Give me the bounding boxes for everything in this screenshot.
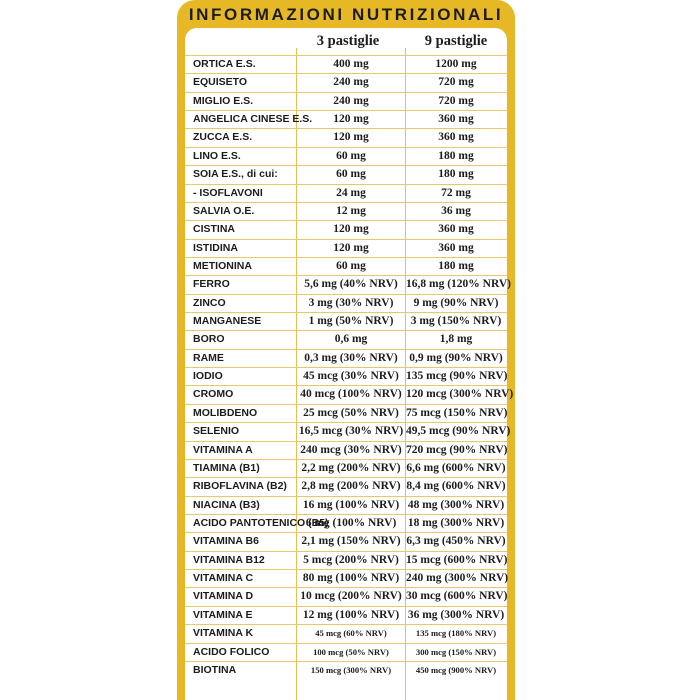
amount-3-tablets: 2,1 mg (150% NRV) [301,535,401,548]
amount-3-tablets: 12 mg [336,204,366,217]
nutrient-name: EQUISETO [193,76,248,89]
table-row [185,128,507,146]
table-row [185,92,507,110]
amount-3-tablets: 40 mcg (100% NRV) [300,388,402,401]
nutrient-name: VITAMINA C [193,572,254,585]
table-row [185,239,507,257]
nutrient-name: SELENIO [193,425,240,438]
table-row [185,367,507,385]
amount-9-tablets: 180 mg [438,149,474,162]
table-row [185,422,511,440]
table-row [185,587,507,605]
nutrient-name: ZUCCA E.S. [193,131,253,144]
table-row [185,184,507,202]
amount-9-tablets: 360 mg [438,131,474,144]
table-row [185,606,507,624]
table-row [185,477,507,495]
amount-3-tablets: 24 mg [336,186,366,199]
amount-3-tablets: 5,6 mg (40% NRV) [304,278,398,291]
nutrient-name: ZINCO [193,296,226,309]
amount-9-tablets: 49,5 mcg (90% NRV) [406,425,511,438]
amount-9-tablets: 450 mcg (900% NRV) [415,664,497,675]
nutrient-name: MOLIBDENO [193,406,258,419]
nutrient-name: CISTINA [193,223,235,236]
table-row [185,330,507,348]
amount-3-tablets: 10 mcg (200% NRV) [300,590,402,603]
nutrient-name: BORO [193,333,225,346]
table-row [185,165,507,183]
amount-9-tablets: 6,6 mg (600% NRV) [406,461,506,474]
amount-3-tablets: 2,2 mg (200% NRV) [301,461,401,474]
amount-9-tablets: 240 mg (300% NRV) [406,572,509,585]
nutrient-name: NIACINA (B3) [193,498,260,511]
table-row [185,275,511,293]
nutrient-name: METIONINA [193,259,252,272]
table-row [185,532,507,550]
amount-9-tablets: 1,8 mg [439,333,473,346]
amount-9-tablets: 16,8 mg (120% NRV) [406,278,511,291]
amount-3-tablets: 60 mg [336,168,366,181]
amount-3-tablets: 2,8 mg (200% NRV) [301,480,401,493]
amount-3-tablets: 0,6 mg [334,333,368,346]
amount-9-tablets: 6,3 mg (450% NRV) [406,535,506,548]
nutrient-name: IODIO [193,370,223,383]
amount-3-tablets: 3 mg (30% NRV) [308,296,394,309]
nutrient-name: - ISOFLAVONI [193,186,263,199]
amount-9-tablets: 15 mcg (600% NRV) [406,553,508,566]
nutrient-name: LINO E.S. [193,149,241,162]
amount-9-tablets: 0,9 mg (90% NRV) [409,351,503,364]
amount-9-tablets: 300 mcg (150% NRV) [415,646,497,657]
amount-3-tablets: 240 mg [333,76,369,89]
nutrient-name: SALVIA O.E. [193,204,255,217]
amount-9-tablets: 135 mcg (180% NRV) [415,628,497,639]
nutrient-name: CROMO [193,388,234,401]
nutrient-name: VITAMINA D [193,590,254,603]
amount-3-tablets: 1 mg (50% NRV) [308,315,394,328]
amount-3-tablets: 150 mcg (300% NRV) [310,664,392,675]
table-row [185,496,507,514]
nutrient-name: VITAMINA K [193,627,254,640]
amount-9-tablets: 9 mg (90% NRV) [413,296,499,309]
amount-9-tablets: 36 mg (300% NRV) [407,608,505,621]
amount-3-tablets: 120 mg [333,131,369,144]
amount-9-tablets: 180 mg [438,168,474,181]
amount-3-tablets: 60 mg [336,149,366,162]
nutrient-name: VITAMINA A [193,443,253,456]
amount-3-tablets: 6 mg (100% NRV) [305,516,397,529]
table-row [185,404,507,422]
amount-9-tablets: 36 mg [441,204,471,217]
amount-9-tablets: 360 mg [438,223,474,236]
amount-3-tablets: 16,5 mcg (30% NRV) [298,425,404,438]
amount-9-tablets: 72 mg [441,186,471,199]
table-row [185,312,507,330]
amount-9-tablets: 180 mg [438,259,474,272]
amount-3-tablets: 120 mg [333,223,369,236]
nutrient-name: ORTICA E.S. [193,58,256,70]
table-row [185,569,507,587]
amount-3-tablets: 60 mg [336,259,366,272]
amount-3-tablets: 12 mg (100% NRV) [302,608,400,621]
table-row [185,220,507,238]
amount-3-tablets: 240 mg [333,94,369,107]
panel-title: INFORMAZIONI NUTRIZIONALI [188,5,504,24]
table-row [185,514,507,532]
amount-3-tablets: 240 mcg (30% NRV) [300,443,402,456]
nutrient-name: MIGLIO E.S. [193,94,254,107]
nutrient-name: MANGANESE [193,315,262,328]
nutrient-name: VITAMINA B6 [193,535,259,548]
nutrition-table [185,28,514,700]
nutrient-name: VITAMINA B12 [193,553,265,566]
amount-9-tablets: 720 mg [438,76,474,89]
table-row [185,459,507,477]
nutrition-panel [177,0,515,700]
nutrient-name: RIBOFLAVINA (B2) [193,480,287,493]
table-row [185,110,507,128]
table-row [185,147,507,165]
amount-3-tablets: 45 mcg (60% NRV) [315,628,387,639]
nutrient-name: RAME [193,351,224,364]
amount-9-tablets: 135 mcg (90% NRV) [406,370,508,383]
amount-9-tablets: 48 mg (300% NRV) [407,498,505,511]
amount-9-tablets: 1200 mg [435,58,477,70]
amount-9-tablets: 120 mcg (300% NRV) [406,388,514,401]
amount-9-tablets: 720 mg [438,94,474,107]
nutrient-name: VITAMINA E [193,608,253,621]
nutrient-name: ISTIDINA [193,241,238,254]
table-row [185,349,507,367]
table-row [185,385,514,403]
amount-9-tablets: 8,4 mg (600% NRV) [406,480,506,493]
amount-9-tablets: 720 mcg (90% NRV) [406,443,508,456]
nutrient-name: TIAMINA (B1) [193,461,260,474]
table-row [185,257,507,275]
amount-3-tablets: 5 mcg (200% NRV) [303,553,399,566]
table-row [185,643,507,661]
amount-9-tablets: 75 mcg (150% NRV) [406,406,508,419]
table-row [185,294,507,312]
table-row [185,441,507,459]
amount-9-tablets: 18 mg (300% NRV) [407,516,505,529]
table-row [185,661,507,679]
nutrient-name: ACIDO PANTOTENICO (B5) [193,516,329,529]
nutrient-name: SOIA E.S., di cui: [193,168,278,181]
table-row [185,551,507,569]
table-body [185,55,514,679]
table-row [185,202,507,220]
nutrient-name: BIOTINA [193,663,237,676]
amount-3-tablets: 0,3 mg (30% NRV) [304,351,398,364]
nutrient-name: FERRO [193,278,230,291]
amount-3-tablets: 120 mg [333,113,369,126]
nutrient-name: ACIDO FOLICO [193,645,270,658]
amount-9-tablets: 360 mg [438,241,474,254]
nutrient-name: ANGELICA CINESE E.S. [193,113,313,126]
amount-3-tablets: 120 mg [333,241,369,254]
table-row [185,55,507,73]
table-row [185,73,507,91]
column-header-3-tablets: 3 pastiglie [316,33,380,49]
table-row [185,624,507,642]
amount-9-tablets: 3 mg (150% NRV) [410,315,502,328]
column-header-9-tablets: 9 pastiglie [424,33,488,49]
amount-3-tablets: 100 mcg (50% NRV) [313,646,389,657]
amount-3-tablets: 400 mg [333,58,369,70]
amount-3-tablets: 80 mg (100% NRV) [302,572,400,585]
amount-9-tablets: 30 mcg (600% NRV) [406,590,508,603]
amount-3-tablets: 45 mcg (30% NRV) [303,370,399,383]
amount-3-tablets: 25 mcg (50% NRV) [303,406,399,419]
amount-3-tablets: 16 mg (100% NRV) [302,498,400,511]
amount-9-tablets: 360 mg [438,113,474,126]
